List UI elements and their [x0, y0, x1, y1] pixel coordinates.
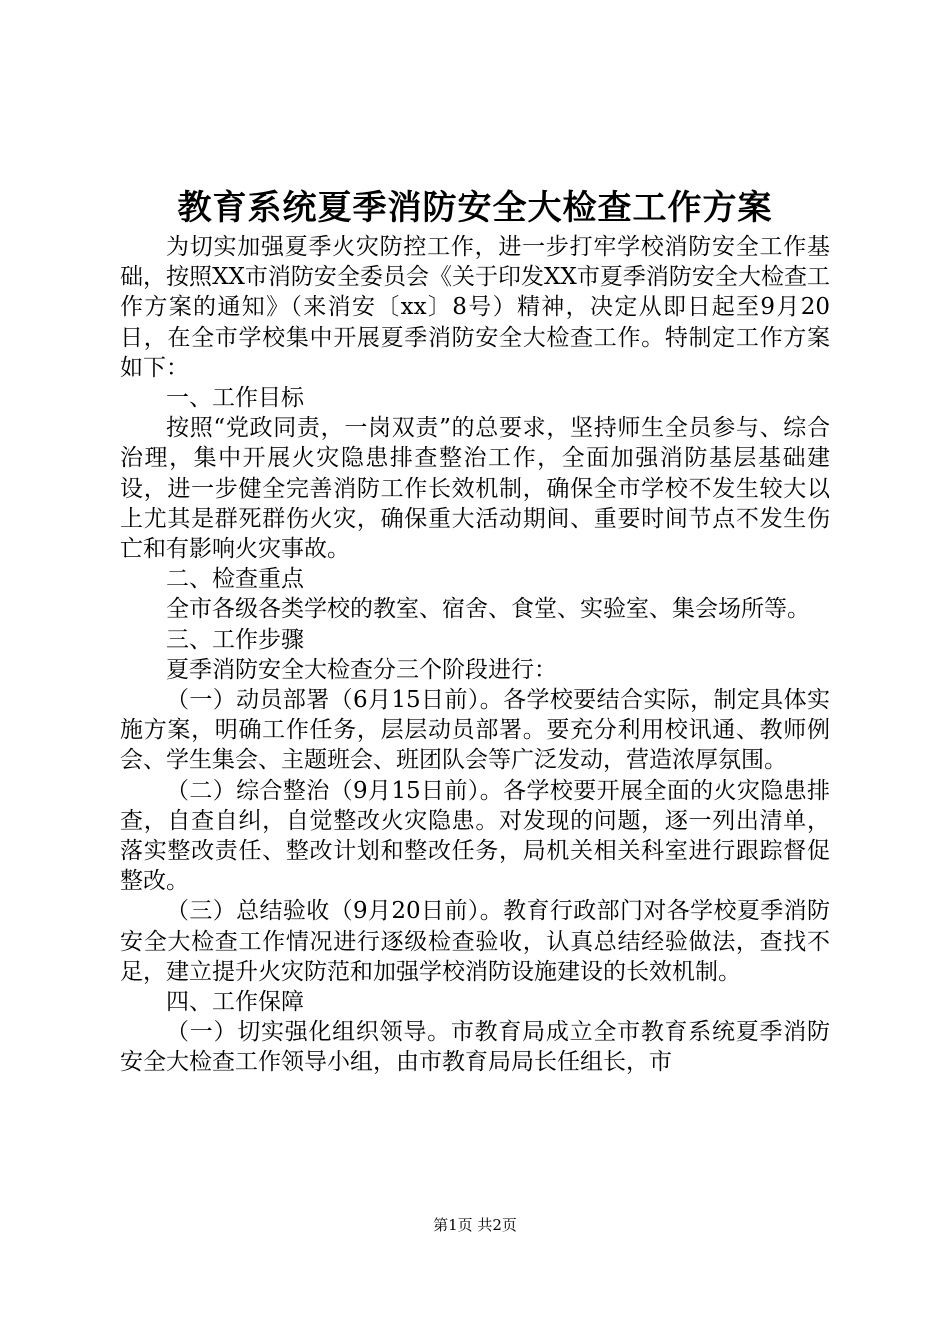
- support-one-paragraph: （一）切实强化组织领导。市教育局成立全市教育系统夏季消防安全大检查工作领导小组，由市教育局局长任组长，市: [120, 1019, 830, 1076]
- intro-paragraph: 为切实加强夏季火灾防控工作，进一步打牢学校消防安全工作基础，按照XX市消防安全委员会《关于印发XX市夏季消防安全大检查工作方案的通知》（来消安〔xx〕8号）精神，决定从即日起至9月20日，在全市学校集中开展夏季消防安全大检查工作。特制定工作方案如下：: [120, 234, 830, 381]
- document-title: 教育系统夏季消防安全大检查工作方案: [177, 188, 773, 228]
- steps-intro-paragraph: 夏季消防安全大检查分三个阶段进行：: [166, 656, 557, 683]
- page-footer: 第1页 共2页: [433, 1216, 517, 1234]
- section-heading-steps: 三、工作步骤: [166, 626, 304, 653]
- section-heading-support: 四、工作保障: [166, 989, 304, 1016]
- step-three-paragraph: （三）总结验收（9月20日前）。教育行政部门对各学校夏季消防安全大检查工作情况进行逐级检查验收，认真总结经验做法，查找不足，建立提升火灾防范和加强学校消防设施建设的长效机制。: [120, 898, 830, 985]
- section-heading-goals: 一、工作目标: [166, 385, 304, 412]
- focus-paragraph: 全市各级各类学校的教室、宿舍、食堂、实验室、集会场所等。: [166, 596, 810, 623]
- document-body: [120, 232, 830, 1078]
- step-two-paragraph: （二）综合整治（9月15日前）。各学校要开展全面的火灾隐患排查，自查自纠，自觉整改火灾隐患。对发现的问题，逐一列出清单，落实整改责任、整改计划和整改任务，局机关相关科室进行跟踪督促整改。: [120, 777, 830, 895]
- section-heading-focus: 二、检查重点: [166, 566, 304, 593]
- goals-paragraph: 按照“党政同责，一岗双责”的总要求，坚持师生全员参与、综合治理，集中开展火灾隐患排查整治工作，全面加强消防基层基础建设，进一步健全完善消防工作长效机制，确保全市学校不发生较大以上尤其是群死群伤火灾，确保重大活动期间、重要时间节点不发生伤亡和有影响火灾事故。: [120, 415, 830, 563]
- step-one-paragraph: （一）动员部署（6月15日前）。各学校要结合实际，制定具体实施方案，明确工作任务，层层动员部署。要充分利用校讯通、教师例会、学生集会、主题班会、班团队会等广泛发动，营造浓厚氛围。: [120, 687, 830, 774]
